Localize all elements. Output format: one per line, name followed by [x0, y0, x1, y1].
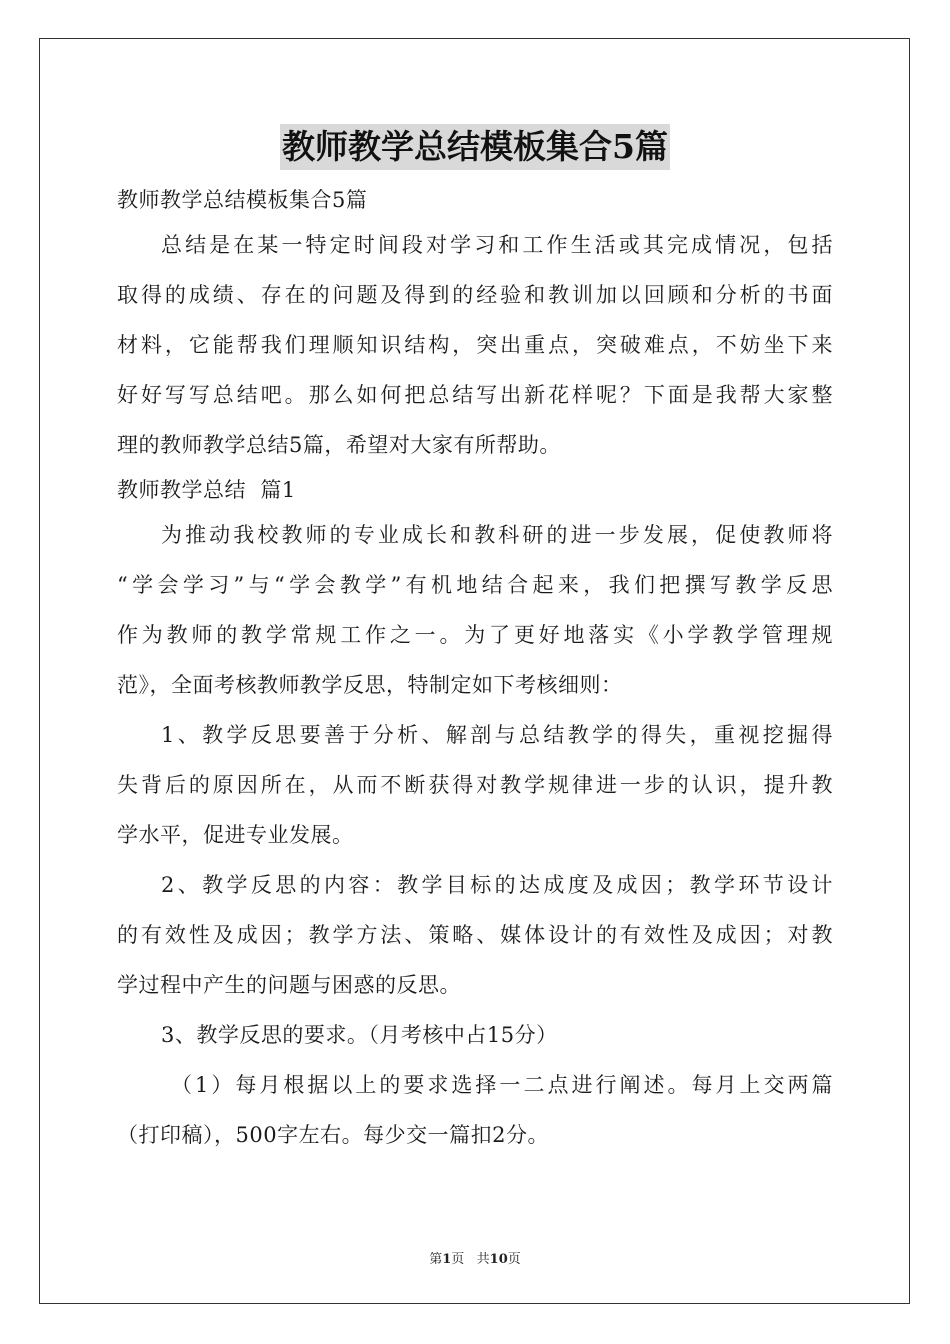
footer-suffix: 页 [507, 1252, 521, 1267]
footer-total-pages: 10 [489, 1252, 508, 1267]
footer-mid: 页 共 [451, 1252, 490, 1267]
item1-line-1: 1、教学反思要善于分析、解剖与总结教学的得失，重视挖掘得 [161, 723, 833, 747]
section1-line-2: “学会学习”与“学会教学”有机地结合起来，我们把撰写教学反思 [117, 573, 833, 597]
footer-page-number: 1 [442, 1252, 452, 1267]
page-footer [0, 1248, 950, 1267]
intro-line-1: 总结是在某一特定时间段对学习和工作生活或其完成情况，包括 [161, 233, 833, 257]
intro-line-4: 好好写写总结吧。那么如何把总结写出新花样呢？下面是我帮大家整 [117, 383, 833, 407]
document-body [117, 180, 833, 1160]
item3-line: 3、教学反思的要求。（月考核中占15分） [161, 1023, 558, 1047]
item1-line-3: 学水平，促进专业发展。 [117, 823, 354, 847]
document-subtitle: 教师教学总结模板集合5篇 [117, 188, 368, 212]
title-container [0, 124, 950, 170]
item2-line-3: 学过程中产生的问题与困惑的反思。 [117, 973, 461, 997]
intro-line-3: 材料，它能帮我们理顺知识结构，突出重点，突破难点，不妨坐下来 [117, 333, 833, 357]
item1-line-2: 失背后的原因所在，从而不断获得对教学规律进一步的认识，提升教 [117, 773, 833, 797]
intro-line-2: 取得的成绩、存在的问题及得到的经验和教训加以回顾和分析的书面 [117, 283, 833, 307]
intro-line-5: 理的教师教学总结5篇，希望对大家有所帮助。 [117, 433, 561, 457]
section1-line-4: 范》，全面考核教师教学反思，特制定如下考核细则： [117, 673, 623, 697]
footer-prefix: 第 [429, 1252, 443, 1267]
item3-sub-line-2: （打印稿），500字左右。每少交一篇扣2分。 [117, 1123, 549, 1147]
document-title: 教师教学总结模板集合5篇 [280, 124, 670, 170]
section1-line-1: 为推动我校教师的专业成长和教科研的进一步发展，促使教师将 [161, 523, 833, 547]
item3-sub-line-1: （1）每月根据以上的要求选择一二点进行阐述。每月上交两篇 [171, 1073, 833, 1097]
item2-line-1: 2、教学反思的内容：教学目标的达成度及成因；教学环节设计 [161, 873, 833, 897]
item2-line-2: 的有效性及成因；教学方法、策略、媒体设计的有效性及成因；对教 [117, 923, 833, 947]
section1-line-3: 作为教师的教学常规工作之一。为了更好地落实《小学教学管理规 [117, 623, 833, 647]
section1-heading: 教师教学总结 篇1 [117, 478, 296, 502]
